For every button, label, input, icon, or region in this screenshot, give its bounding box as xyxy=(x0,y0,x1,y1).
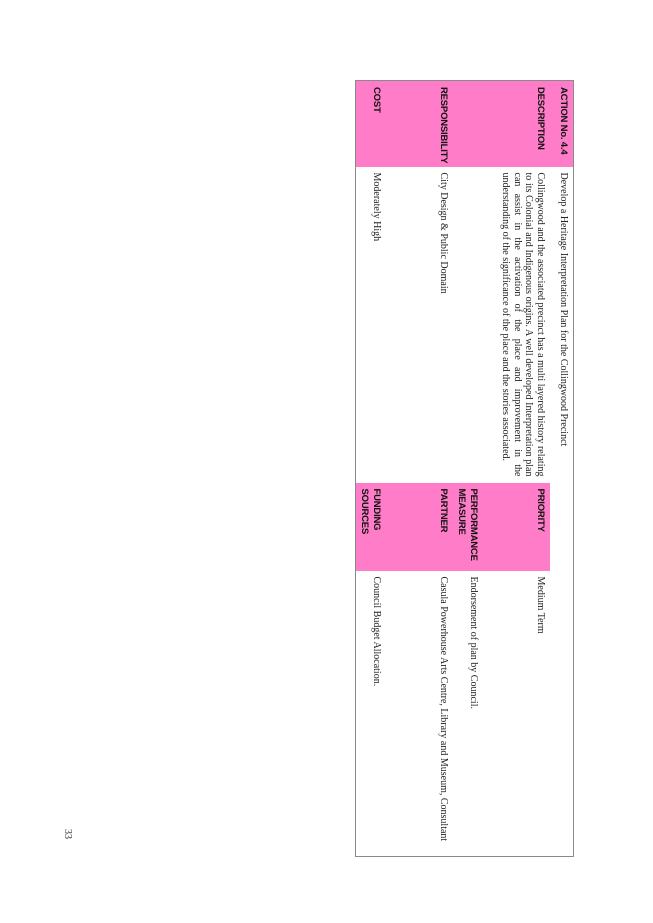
table-row-responsibility xyxy=(386,81,453,857)
priority-label: PRIORITY xyxy=(483,483,550,571)
responsibility-label: RESPONSIBILITY xyxy=(386,81,453,167)
responsibility-value: City Design & Public Domain xyxy=(386,167,453,483)
table-row-action xyxy=(550,81,574,857)
priority-value: Medium Term xyxy=(483,571,550,857)
cost-value: Moderately High xyxy=(356,167,387,483)
funding-sources-label: FUNDING SOURCES xyxy=(356,483,387,571)
performance-measure-value: Endorsement of plan by Council. xyxy=(453,571,483,857)
description-value: Collingwood and the associated precinct has a multi layered history relating to its Colonial and Indigenous origins. A well developed Interpretation plan can assist in the activation of the place and improvement in the understanding of the significance of the place and the stories associated. xyxy=(453,167,550,483)
table-row-description xyxy=(483,81,550,857)
action-plan-table xyxy=(355,80,574,857)
performance-measure-label: PERFORMANCE MEASURE xyxy=(453,483,483,571)
action-table-rotated xyxy=(359,80,574,856)
page-number: 33 xyxy=(62,829,73,839)
cost-label: COST xyxy=(356,81,387,167)
description-label: DESCRIPTION xyxy=(483,81,550,167)
partner-label: PARTNER xyxy=(386,483,453,571)
partner-value: Casula Powerhouse Arts Centre, Library and Museum, Consultant xyxy=(386,571,453,857)
action-label: ACTION No. 4.4 xyxy=(550,81,574,167)
table-row-cost xyxy=(356,81,387,857)
description-label-spacer xyxy=(453,81,483,167)
funding-sources-value: Council Budget Allocation. xyxy=(356,571,387,857)
action-value: Develop a Heritage Interpretation Plan for the Collingwood Precinct xyxy=(550,167,574,857)
